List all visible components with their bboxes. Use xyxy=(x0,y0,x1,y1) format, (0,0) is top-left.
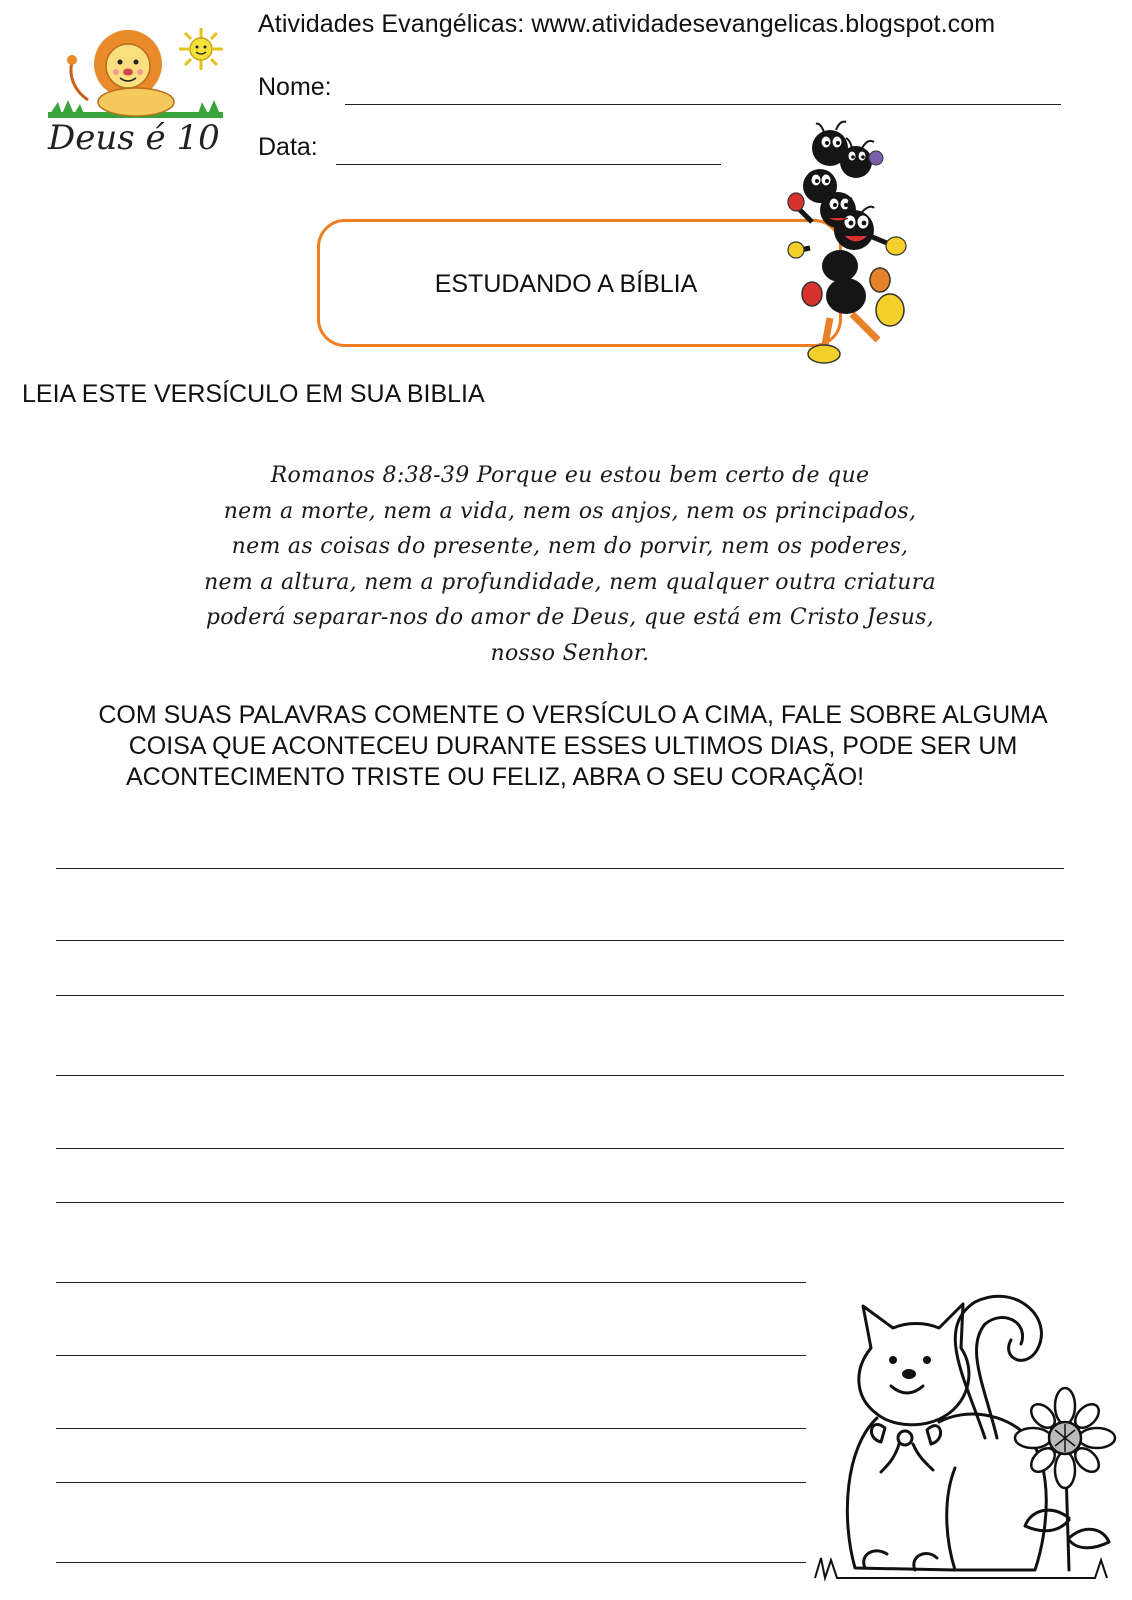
verse-line: Romanos 8:38-39 Porque eu estou bem certo de que xyxy=(270,463,870,488)
site-header: Atividades Evangélicas: www.atividadesevangelicas.blogspot.com xyxy=(258,10,996,38)
cat-with-flower-icon xyxy=(815,1288,1115,1588)
writing-line[interactable] xyxy=(56,1562,806,1563)
writing-line[interactable] xyxy=(56,1428,806,1429)
writing-line[interactable] xyxy=(56,1148,1064,1149)
prompt-line: COISA QUE ACONTECEU DURANTE ESSES ULTIMOS DIAS, PODE SER UM xyxy=(128,732,1018,760)
name-label: Nome: xyxy=(258,73,332,101)
date-line[interactable] xyxy=(336,164,721,165)
writing-line[interactable] xyxy=(56,868,1064,869)
verse-line: nem a morte, nem a vida, nem os anjos, nem os principados, xyxy=(223,498,917,524)
writing-prompt xyxy=(28,700,1118,793)
writing-line[interactable] xyxy=(56,1075,1064,1076)
instruction-text: LEIA ESTE VERSÍCULO EM SUA BIBLIA xyxy=(22,380,485,408)
bible-verse xyxy=(180,458,960,671)
verse-line: poderá separar-nos do amor de Deus, que está em Cristo Jesus, xyxy=(205,605,935,630)
writing-line[interactable] xyxy=(56,1355,806,1356)
prompt-line: COM SUAS PALAVRAS COMENTE O VERSÍCULO A CIMA, FALE SOBRE ALGUMA xyxy=(98,701,1048,729)
date-label: Data: xyxy=(258,133,318,161)
writing-line[interactable] xyxy=(56,995,1064,996)
logo-text: Deus é 10 xyxy=(48,118,220,158)
verse-line: nem as coisas do presente, nem do porvir, nem os poderes, xyxy=(231,534,909,559)
sun-icon xyxy=(176,26,226,72)
verse-line: nosso Senhor. xyxy=(490,640,650,666)
writing-line[interactable] xyxy=(56,1482,806,1483)
writing-line[interactable] xyxy=(56,1282,806,1283)
cartoon-ants-icon xyxy=(790,118,940,363)
prompt-line: ACONTECIMENTO TRISTE OU FELIZ, ABRA O SEU CORAÇÃO! xyxy=(126,763,865,791)
writing-line[interactable] xyxy=(56,940,1064,941)
name-line[interactable] xyxy=(345,104,1061,105)
verse-line: nem a altura, nem a profundidade, nem qualquer outra criatura xyxy=(204,569,936,595)
writing-line[interactable] xyxy=(56,1202,1064,1203)
title-label: ESTUDANDO A BÍBLIA xyxy=(434,270,698,298)
